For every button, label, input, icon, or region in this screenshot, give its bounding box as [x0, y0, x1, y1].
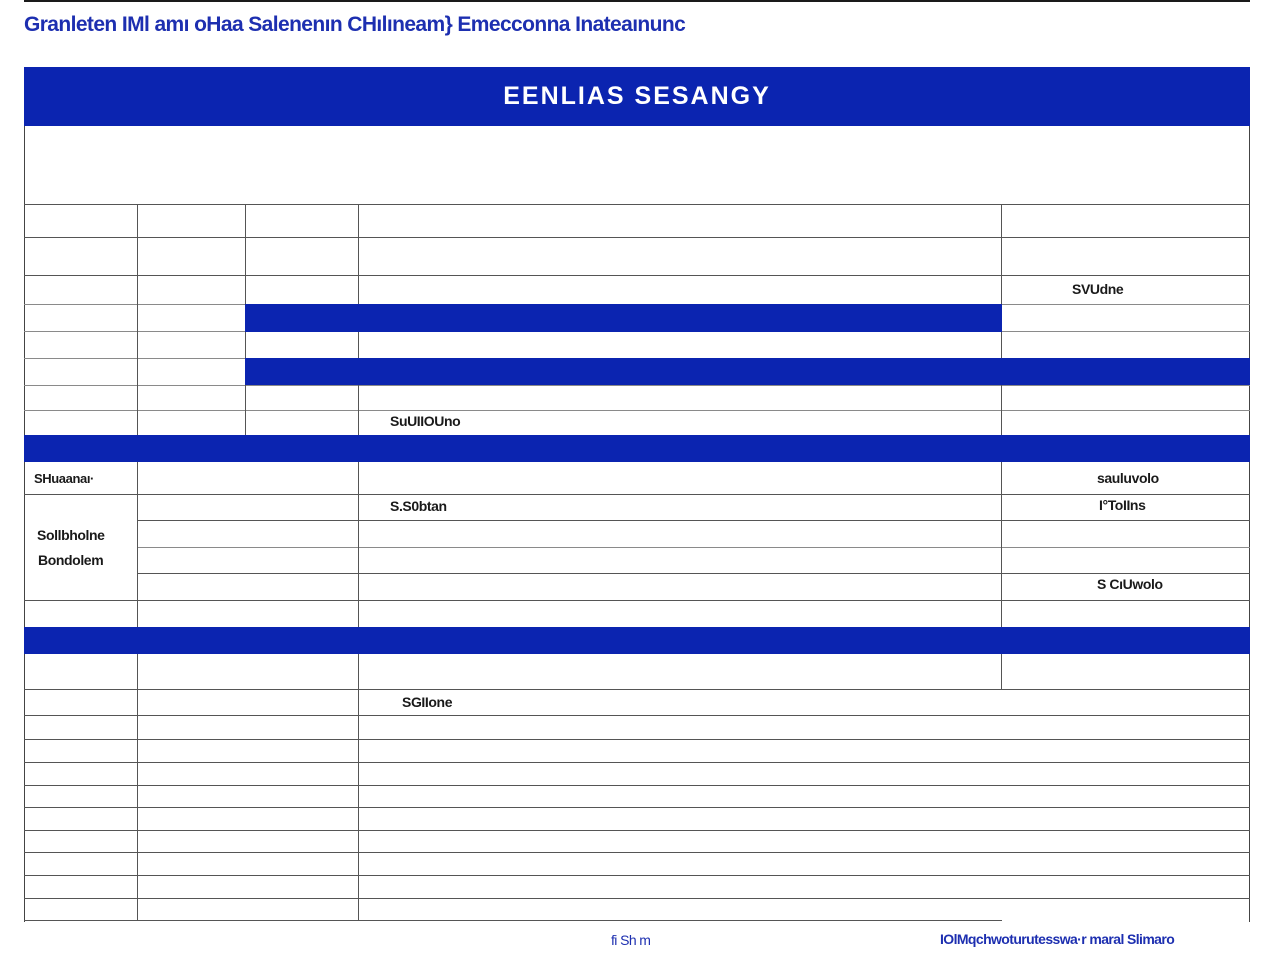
row-line: [24, 237, 1250, 238]
column-line: [1001, 462, 1002, 627]
cell-label: SVUdne: [1072, 281, 1124, 297]
document-title: Granleten IMl amı oHaa Salenenın CHılıneam} Emecconna Inateaınunc: [24, 13, 686, 36]
highlight-bar: [245, 358, 1250, 385]
row-line: [24, 785, 1250, 786]
column-line: [137, 204, 138, 436]
table-banner: ЕENLIAS SESANGY: [24, 67, 1250, 126]
cell-label: Sollbholne: [37, 527, 105, 543]
row-line: [24, 875, 1250, 876]
highlight-bar: [245, 304, 1002, 332]
row-line: [137, 573, 1250, 574]
row-line: [137, 520, 1250, 521]
column-line: [358, 654, 359, 921]
row-line: [24, 385, 1250, 386]
row-line: [137, 547, 1250, 548]
cell-label: S.S0btan: [390, 498, 447, 514]
row-line: [24, 275, 1250, 276]
section-divider-bar: [24, 435, 1250, 462]
row-line: [24, 762, 1250, 763]
row-line: [24, 920, 1002, 921]
column-line: [137, 462, 138, 627]
column-line: [358, 462, 359, 627]
top-rule: [24, 0, 1250, 2]
row-line: [24, 739, 1250, 740]
row-line: [24, 852, 1250, 853]
cell-label: I°ToIIns: [1099, 497, 1146, 513]
row-line: [24, 410, 1250, 411]
column-line: [1001, 654, 1002, 690]
row-line: [24, 600, 1250, 601]
cell-label: S CıUwolo: [1097, 576, 1163, 592]
footer-right-text: IOlMqchwoturutesswa·r maral Slimaro: [940, 931, 1175, 947]
cell-label: SGIIone: [402, 694, 453, 710]
row-line: [24, 807, 1250, 808]
row-line: [24, 689, 1250, 690]
row-line: [24, 494, 137, 495]
row-line: [24, 898, 1250, 899]
row-line: [24, 830, 1250, 831]
footer-center-text: fi Sh m: [611, 932, 651, 948]
row-line: [137, 494, 1250, 495]
row-line: [24, 715, 1250, 716]
cell-label: SuUIIOUno: [390, 413, 461, 429]
cell-label: Bondolem: [38, 552, 104, 568]
section-divider-bar: [24, 627, 1250, 654]
row-line: [24, 204, 1250, 205]
column-line: [137, 654, 138, 921]
cell-label: sauluvolo: [1097, 470, 1159, 486]
cell-label: SHuaanaı·: [34, 471, 94, 486]
